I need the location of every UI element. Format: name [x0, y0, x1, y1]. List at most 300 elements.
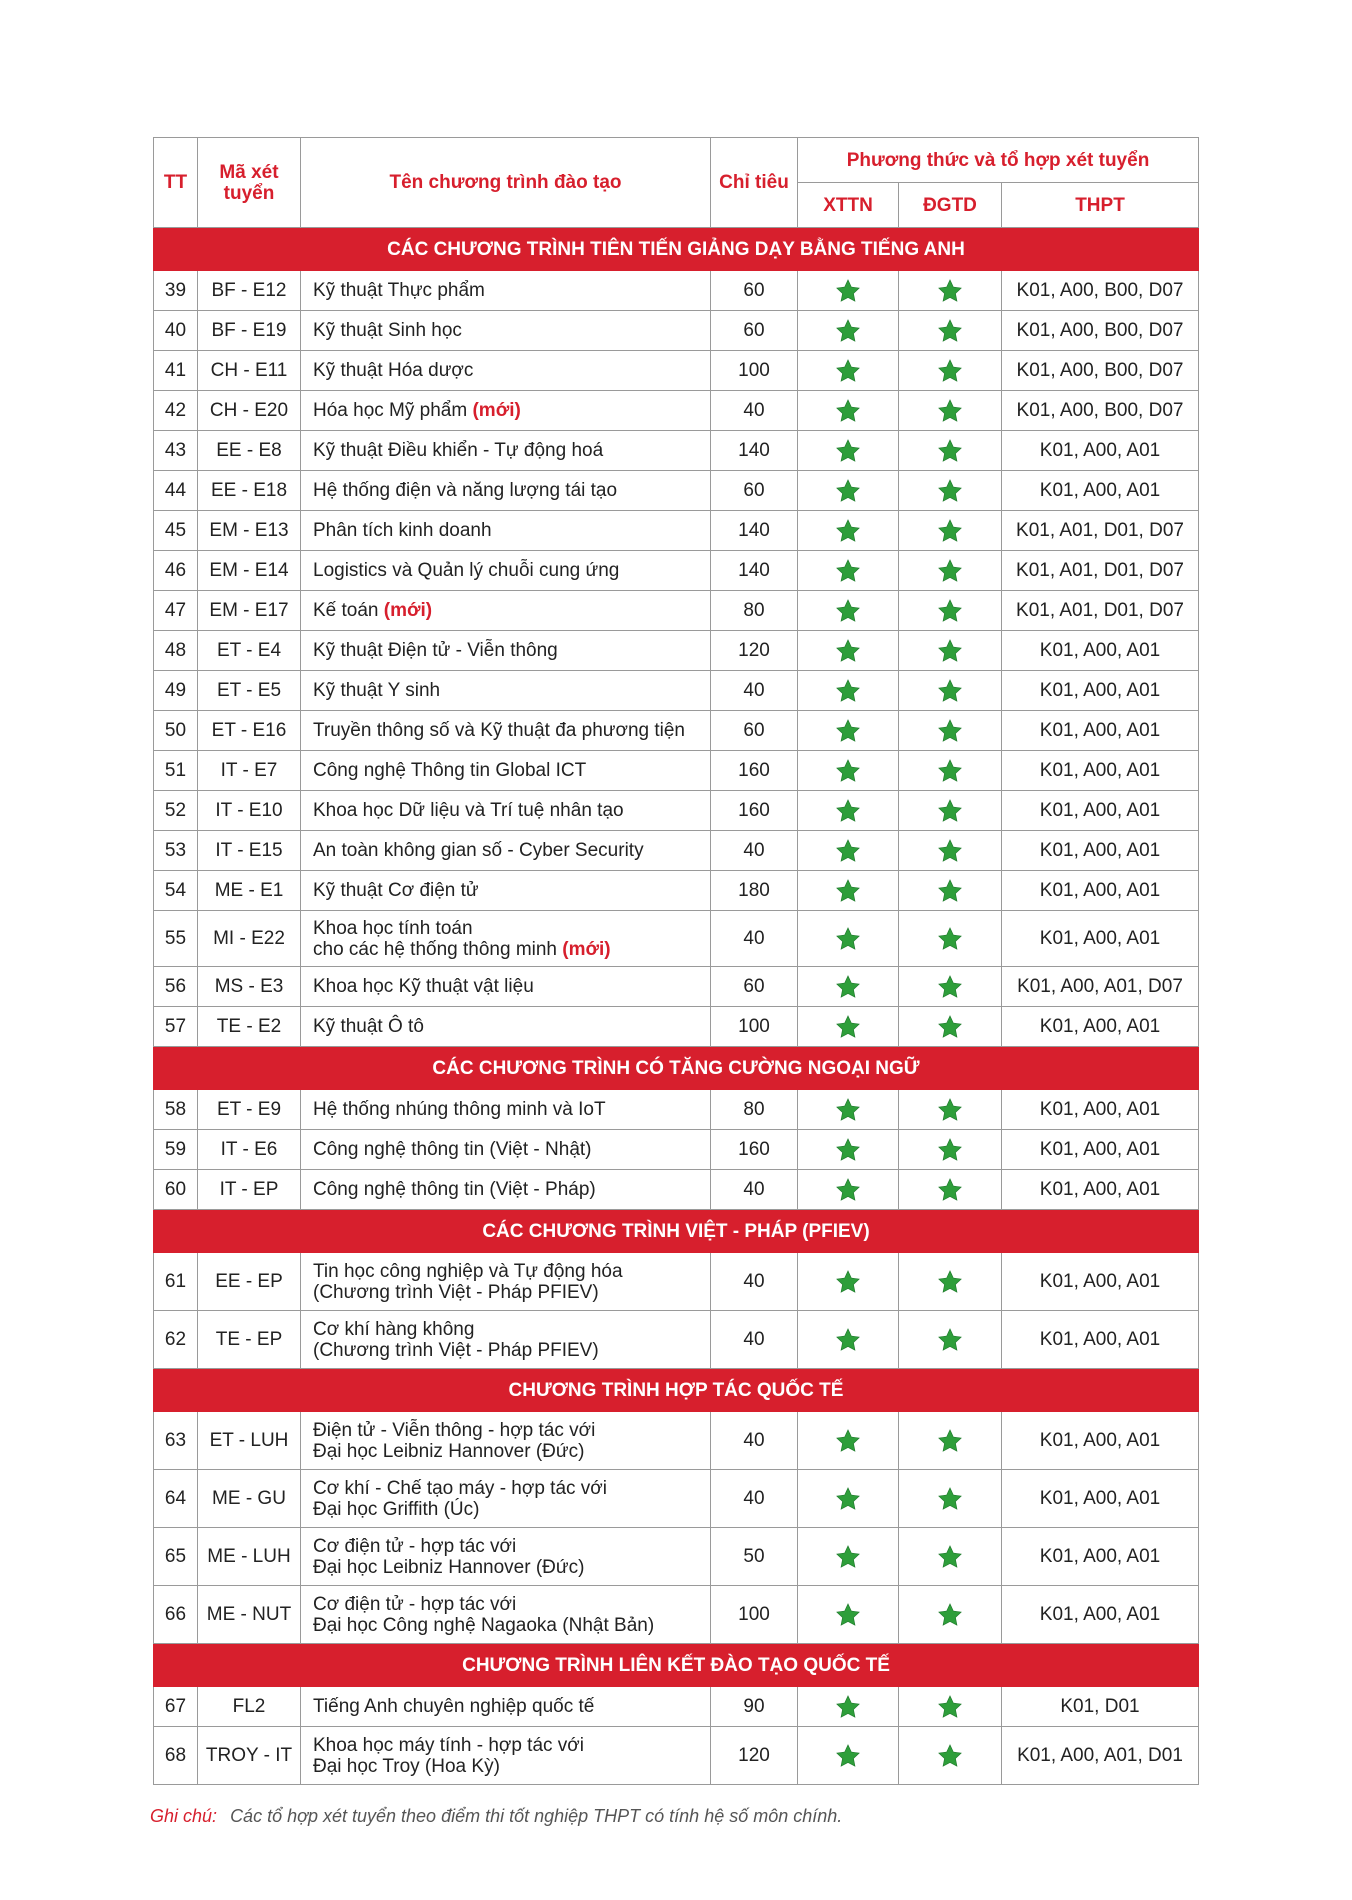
thpt-combos: K01, A00, A01	[1002, 751, 1199, 791]
row-number: 47	[154, 591, 198, 631]
thpt-combos: K01, A00, B00, D07	[1002, 311, 1199, 351]
program-code: EE - E8	[198, 431, 301, 471]
footnote	[150, 1806, 842, 1827]
table-row	[154, 711, 1199, 751]
thpt-combos: K01, A00, A01	[1002, 1470, 1199, 1528]
star-icon	[835, 1604, 861, 1625]
program-name-line: Kỹ thuật Thực phẩm	[313, 280, 485, 301]
program-name-line: (Chương trình Việt - Pháp PFIEV)	[313, 1339, 599, 1361]
dgtd-cell	[899, 1253, 1002, 1311]
table-row	[154, 591, 1199, 631]
table-row	[154, 551, 1199, 591]
row-number: 56	[154, 967, 198, 1007]
xttn-cell	[798, 1007, 899, 1047]
star-icon	[937, 440, 963, 461]
xttn-cell	[798, 911, 899, 967]
table-row	[154, 1727, 1199, 1785]
header-phuongthuc: Phương thức và tổ hợp xét tuyển	[798, 138, 1199, 183]
quota: 140	[711, 551, 798, 591]
dgtd-cell	[899, 271, 1002, 311]
program-name-line: Điện tử - Viễn thông - hợp tác với	[313, 1419, 596, 1441]
program-name-line: Logistics và Quản lý chuỗi cung ứng	[313, 560, 620, 581]
quota: 40	[711, 671, 798, 711]
dgtd-cell	[899, 1528, 1002, 1586]
xttn-cell	[798, 471, 899, 511]
dgtd-cell	[899, 711, 1002, 751]
star-icon	[937, 1271, 963, 1292]
section-header	[154, 228, 1199, 271]
row-number: 46	[154, 551, 198, 591]
program-code: BF - E19	[198, 311, 301, 351]
program-code: TROY - IT	[198, 1727, 301, 1785]
thpt-combos: K01, A00, A01	[1002, 1311, 1199, 1369]
program-name-line: Hóa học Mỹ phẩm	[313, 400, 468, 421]
thpt-combos: K01, A00, A01	[1002, 911, 1199, 967]
program-name-line: Cơ khí - Chế tạo máy - hợp tác với	[313, 1477, 607, 1499]
footnote-text: Các tổ hợp xét tuyển theo điểm thi tốt nghiệp THPT có tính hệ số môn chính.	[230, 1806, 843, 1826]
quota: 40	[711, 831, 798, 871]
program-code: TE - E2	[198, 1007, 301, 1047]
program-code: ME - NUT	[198, 1586, 301, 1644]
program-name	[301, 471, 711, 511]
star-icon	[937, 1179, 963, 1200]
program-code: EM - E14	[198, 551, 301, 591]
quota: 140	[711, 431, 798, 471]
row-number: 42	[154, 391, 198, 431]
program-name	[301, 871, 711, 911]
program-name	[301, 1528, 711, 1586]
program-name-line: An toàn không gian số - Cyber Security	[313, 840, 644, 861]
star-icon	[937, 1546, 963, 1567]
program-name-line: (Chương trình Việt - Pháp PFIEV)	[313, 1281, 599, 1303]
program-code: CH - E20	[198, 391, 301, 431]
table-row	[154, 1090, 1199, 1130]
quota: 160	[711, 791, 798, 831]
program-name-line: Cơ điện tử - hợp tác với	[313, 1535, 517, 1557]
table-row	[154, 1007, 1199, 1047]
program-name-line: Kỹ thuật Điều khiển - Tự động hoá	[313, 440, 604, 461]
row-number: 45	[154, 511, 198, 551]
program-name-line: Đại học Griffith (Úc)	[313, 1498, 480, 1520]
section-title: CÁC CHƯƠNG TRÌNH CÓ TĂNG CƯỜNG NGOẠI NGỮ	[154, 1047, 1199, 1090]
program-name	[301, 1170, 711, 1210]
program-name-line: Đại học Công nghệ Nagaoka (Nhật Bản)	[313, 1614, 655, 1636]
xttn-cell	[798, 391, 899, 431]
table-row	[154, 1687, 1199, 1727]
program-name	[301, 311, 711, 351]
row-number: 67	[154, 1687, 198, 1727]
quota: 80	[711, 591, 798, 631]
thpt-combos: K01, A00, A01	[1002, 1090, 1199, 1130]
program-name-line: Khoa học Dữ liệu và Trí tuệ nhân tạo	[313, 800, 624, 821]
thpt-combos: K01, A00, A01, D07	[1002, 967, 1199, 1007]
xttn-cell	[798, 551, 899, 591]
star-icon	[937, 320, 963, 341]
xttn-cell	[798, 1586, 899, 1644]
table-row	[154, 511, 1199, 551]
program-name-line: Khoa học tính toán	[313, 917, 473, 939]
program-name	[301, 671, 711, 711]
row-number: 64	[154, 1470, 198, 1528]
thpt-combos: K01, A00, A01	[1002, 831, 1199, 871]
section-header	[154, 1210, 1199, 1253]
row-number: 65	[154, 1528, 198, 1586]
star-icon	[937, 840, 963, 861]
table-row	[154, 271, 1199, 311]
star-icon	[835, 1546, 861, 1567]
row-number: 54	[154, 871, 198, 911]
star-icon	[937, 1016, 963, 1037]
thpt-combos: K01, A00, A01	[1002, 431, 1199, 471]
star-icon	[937, 720, 963, 741]
star-icon	[835, 600, 861, 621]
thpt-combos: K01, A00, A01	[1002, 791, 1199, 831]
xttn-cell	[798, 591, 899, 631]
program-name-line: Tin học công nghiệp và Tự động hóa	[313, 1260, 623, 1282]
xttn-cell	[798, 311, 899, 351]
program-name	[301, 967, 711, 1007]
row-number: 48	[154, 631, 198, 671]
star-icon	[937, 880, 963, 901]
dgtd-cell	[899, 791, 1002, 831]
row-number: 52	[154, 791, 198, 831]
table-row	[154, 831, 1199, 871]
star-icon	[835, 520, 861, 541]
row-number: 58	[154, 1090, 198, 1130]
star-icon	[835, 680, 861, 701]
xttn-cell	[798, 1090, 899, 1130]
program-name-line: Kế toán	[313, 600, 379, 621]
program-name	[301, 1130, 711, 1170]
dgtd-cell	[899, 351, 1002, 391]
table-row	[154, 1412, 1199, 1470]
program-name	[301, 1090, 711, 1130]
star-icon	[937, 976, 963, 997]
program-code: ET - LUH	[198, 1412, 301, 1470]
row-number: 60	[154, 1170, 198, 1210]
dgtd-cell	[899, 911, 1002, 967]
table-body	[154, 228, 1199, 1785]
thpt-combos: K01, A00, B00, D07	[1002, 271, 1199, 311]
program-name-line: Kỹ thuật Sinh học	[313, 320, 462, 341]
thpt-combos: K01, D01	[1002, 1687, 1199, 1727]
program-name-line: Công nghệ Thông tin Global ICT	[313, 760, 587, 781]
star-icon	[937, 1745, 963, 1766]
quota: 40	[711, 911, 798, 967]
section-title: CHƯƠNG TRÌNH LIÊN KẾT ĐÀO TẠO QUỐC TẾ	[154, 1644, 1199, 1687]
star-icon	[937, 400, 963, 421]
star-icon	[937, 280, 963, 301]
dgtd-cell	[899, 1311, 1002, 1369]
dgtd-cell	[899, 471, 1002, 511]
thpt-combos: K01, A01, D01, D07	[1002, 511, 1199, 551]
program-name	[301, 591, 711, 631]
quota: 40	[711, 1470, 798, 1528]
header-tt: TT	[154, 138, 198, 228]
table-row	[154, 1130, 1199, 1170]
program-name-line: Kỹ thuật Cơ điện tử	[313, 880, 479, 901]
row-number: 59	[154, 1130, 198, 1170]
program-code: EM - E13	[198, 511, 301, 551]
program-name	[301, 631, 711, 671]
star-icon	[835, 360, 861, 381]
thpt-combos: K01, A00, A01	[1002, 1253, 1199, 1311]
dgtd-cell	[899, 1586, 1002, 1644]
star-icon	[835, 720, 861, 741]
thpt-combos: K01, A00, A01	[1002, 1528, 1199, 1586]
program-name	[301, 1253, 711, 1311]
row-number: 53	[154, 831, 198, 871]
dgtd-cell	[899, 1130, 1002, 1170]
program-code: EE - E18	[198, 471, 301, 511]
thpt-combos: K01, A01, D01, D07	[1002, 551, 1199, 591]
table-row	[154, 391, 1199, 431]
program-code: EE - EP	[198, 1253, 301, 1311]
section-header	[154, 1369, 1199, 1412]
header-xttn: XTTN	[798, 183, 899, 228]
quota: 100	[711, 1007, 798, 1047]
program-name-line: Kỹ thuật Ô tô	[313, 1016, 424, 1037]
star-icon	[835, 880, 861, 901]
footnote-label: Ghi chú:	[150, 1806, 218, 1826]
quota: 140	[711, 511, 798, 551]
star-icon	[937, 1604, 963, 1625]
new-badge: (mới)	[472, 400, 521, 421]
program-name-line: Khoa học máy tính - hợp tác với	[313, 1734, 584, 1756]
program-name-line: Truyền thông số và Kỹ thuật đa phương tiện	[313, 720, 685, 741]
dgtd-cell	[899, 391, 1002, 431]
section-title: CÁC CHƯƠNG TRÌNH TIÊN TIẾN GIẢNG DẠY BẰNG TIẾNG ANH	[154, 228, 1199, 271]
thpt-combos: K01, A00, A01	[1002, 871, 1199, 911]
quota: 40	[711, 1253, 798, 1311]
xttn-cell	[798, 831, 899, 871]
star-icon	[937, 1488, 963, 1509]
star-icon	[835, 1139, 861, 1160]
star-icon	[937, 760, 963, 781]
section-header	[154, 1644, 1199, 1687]
program-name	[301, 911, 711, 967]
dgtd-cell	[899, 631, 1002, 671]
row-number: 39	[154, 271, 198, 311]
quota: 60	[711, 471, 798, 511]
program-name-line: cho các hệ thống thông minh	[313, 938, 558, 960]
row-number: 63	[154, 1412, 198, 1470]
star-icon	[937, 600, 963, 621]
program-code: IT - E6	[198, 1130, 301, 1170]
star-icon	[835, 1696, 861, 1717]
dgtd-cell	[899, 1090, 1002, 1130]
programs-table	[153, 137, 1199, 1785]
program-name-line: Khoa học Kỹ thuật vật liệu	[313, 976, 534, 997]
program-code: IT - EP	[198, 1170, 301, 1210]
header-dgtd: ĐGTD	[899, 183, 1002, 228]
header-thpt: THPT	[1002, 183, 1199, 228]
dgtd-cell	[899, 1007, 1002, 1047]
program-name	[301, 751, 711, 791]
dgtd-cell	[899, 967, 1002, 1007]
program-code: BF - E12	[198, 271, 301, 311]
program-name-line: Kỹ thuật Điện tử - Viễn thông	[313, 640, 558, 661]
row-number: 57	[154, 1007, 198, 1047]
table-row	[154, 1253, 1199, 1311]
star-icon	[835, 1745, 861, 1766]
star-icon	[835, 1271, 861, 1292]
dgtd-cell	[899, 591, 1002, 631]
dgtd-cell	[899, 671, 1002, 711]
row-number: 43	[154, 431, 198, 471]
xttn-cell	[798, 871, 899, 911]
row-number: 40	[154, 311, 198, 351]
xttn-cell	[798, 1470, 899, 1528]
xttn-cell	[798, 631, 899, 671]
new-badge: (mới)	[562, 938, 611, 960]
star-icon	[835, 1099, 861, 1120]
star-icon	[937, 520, 963, 541]
xttn-cell	[798, 671, 899, 711]
program-name-line: Cơ điện tử - hợp tác với	[313, 1593, 517, 1615]
star-icon	[835, 440, 861, 461]
table-row	[154, 791, 1199, 831]
dgtd-cell	[899, 511, 1002, 551]
star-icon	[835, 1016, 861, 1037]
star-icon	[937, 1139, 963, 1160]
quota: 40	[711, 1170, 798, 1210]
star-icon	[835, 480, 861, 501]
star-icon	[937, 1329, 963, 1350]
table-row	[154, 1528, 1199, 1586]
thpt-combos: K01, A00, A01	[1002, 671, 1199, 711]
dgtd-cell	[899, 1470, 1002, 1528]
xttn-cell	[798, 1170, 899, 1210]
program-code: IT - E7	[198, 751, 301, 791]
program-name-line: Kỹ thuật Y sinh	[313, 680, 441, 701]
program-name	[301, 351, 711, 391]
program-name-line: Kỹ thuật Hóa dược	[313, 360, 474, 381]
program-code: IT - E15	[198, 831, 301, 871]
section-header	[154, 1047, 1199, 1090]
table-row	[154, 871, 1199, 911]
table-row	[154, 751, 1199, 791]
program-name	[301, 831, 711, 871]
quota: 40	[711, 1311, 798, 1369]
xttn-cell	[798, 1311, 899, 1369]
table-row	[154, 431, 1199, 471]
thpt-combos: K01, A00, B00, D07	[1002, 351, 1199, 391]
thpt-combos: K01, A00, A01	[1002, 1007, 1199, 1047]
row-number: 61	[154, 1253, 198, 1311]
xttn-cell	[798, 511, 899, 551]
program-code: ET - E9	[198, 1090, 301, 1130]
program-name-line: Đại học Troy (Hoa Kỳ)	[313, 1755, 500, 1777]
program-name-line: Tiếng Anh chuyên nghiệp quốc tế	[313, 1696, 595, 1717]
dgtd-cell	[899, 1412, 1002, 1470]
row-number: 62	[154, 1311, 198, 1369]
star-icon	[937, 480, 963, 501]
table-row	[154, 631, 1199, 671]
quota: 60	[711, 311, 798, 351]
program-code: ET - E16	[198, 711, 301, 751]
quota: 90	[711, 1687, 798, 1727]
xttn-cell	[798, 1253, 899, 1311]
star-icon	[937, 800, 963, 821]
quota: 50	[711, 1528, 798, 1586]
dgtd-cell	[899, 1170, 1002, 1210]
row-number: 55	[154, 911, 198, 967]
star-icon	[835, 320, 861, 341]
xttn-cell	[798, 1727, 899, 1785]
row-number: 66	[154, 1586, 198, 1644]
program-name-line: Công nghệ thông tin (Việt - Pháp)	[313, 1179, 596, 1200]
admission-document	[153, 137, 1198, 1785]
xttn-cell	[798, 271, 899, 311]
table-row	[154, 1311, 1199, 1369]
program-name	[301, 1007, 711, 1047]
table-row	[154, 1170, 1199, 1210]
star-icon	[835, 1488, 861, 1509]
star-icon	[937, 1430, 963, 1451]
table-row	[154, 911, 1199, 967]
star-icon	[937, 640, 963, 661]
star-icon	[835, 760, 861, 781]
section-title: CÁC CHƯƠNG TRÌNH VIỆT - PHÁP (PFIEV)	[154, 1210, 1199, 1253]
program-code: ME - E1	[198, 871, 301, 911]
quota: 40	[711, 391, 798, 431]
xttn-cell	[798, 751, 899, 791]
star-icon	[937, 928, 963, 949]
program-name	[301, 1311, 711, 1369]
thpt-combos: K01, A00, A01	[1002, 1170, 1199, 1210]
row-number: 49	[154, 671, 198, 711]
thpt-combos: K01, A00, A01	[1002, 1586, 1199, 1644]
program-name	[301, 511, 711, 551]
program-name	[301, 1412, 711, 1470]
xttn-cell	[798, 351, 899, 391]
header-ten: Tên chương trình đào tạo	[301, 138, 711, 228]
star-icon	[835, 1430, 861, 1451]
program-name-line: Đại học Leibniz Hannover (Đức)	[313, 1440, 585, 1462]
dgtd-cell	[899, 751, 1002, 791]
star-icon	[835, 560, 861, 581]
program-name-line: Công nghệ thông tin (Việt - Nhật)	[313, 1139, 592, 1160]
program-code: CH - E11	[198, 351, 301, 391]
quota: 60	[711, 271, 798, 311]
row-number: 51	[154, 751, 198, 791]
program-name	[301, 271, 711, 311]
program-name	[301, 1586, 711, 1644]
dgtd-cell	[899, 1727, 1002, 1785]
program-code: EM - E17	[198, 591, 301, 631]
star-icon	[835, 928, 861, 949]
xttn-cell	[798, 967, 899, 1007]
quota: 40	[711, 1412, 798, 1470]
program-name-line: Hệ thống điện và năng lượng tái tạo	[313, 480, 618, 501]
star-icon	[835, 400, 861, 421]
table-row	[154, 311, 1199, 351]
program-name	[301, 391, 711, 431]
dgtd-cell	[899, 1687, 1002, 1727]
quota: 180	[711, 871, 798, 911]
xttn-cell	[798, 1528, 899, 1586]
thpt-combos: K01, A00, A01	[1002, 631, 1199, 671]
program-code: ME - GU	[198, 1470, 301, 1528]
header-ma: Mã xét tuyển	[198, 138, 301, 228]
program-name	[301, 791, 711, 831]
star-icon	[835, 1179, 861, 1200]
star-icon	[835, 280, 861, 301]
quota: 80	[711, 1090, 798, 1130]
thpt-combos: K01, A00, A01	[1002, 711, 1199, 751]
table-header	[154, 138, 1199, 228]
